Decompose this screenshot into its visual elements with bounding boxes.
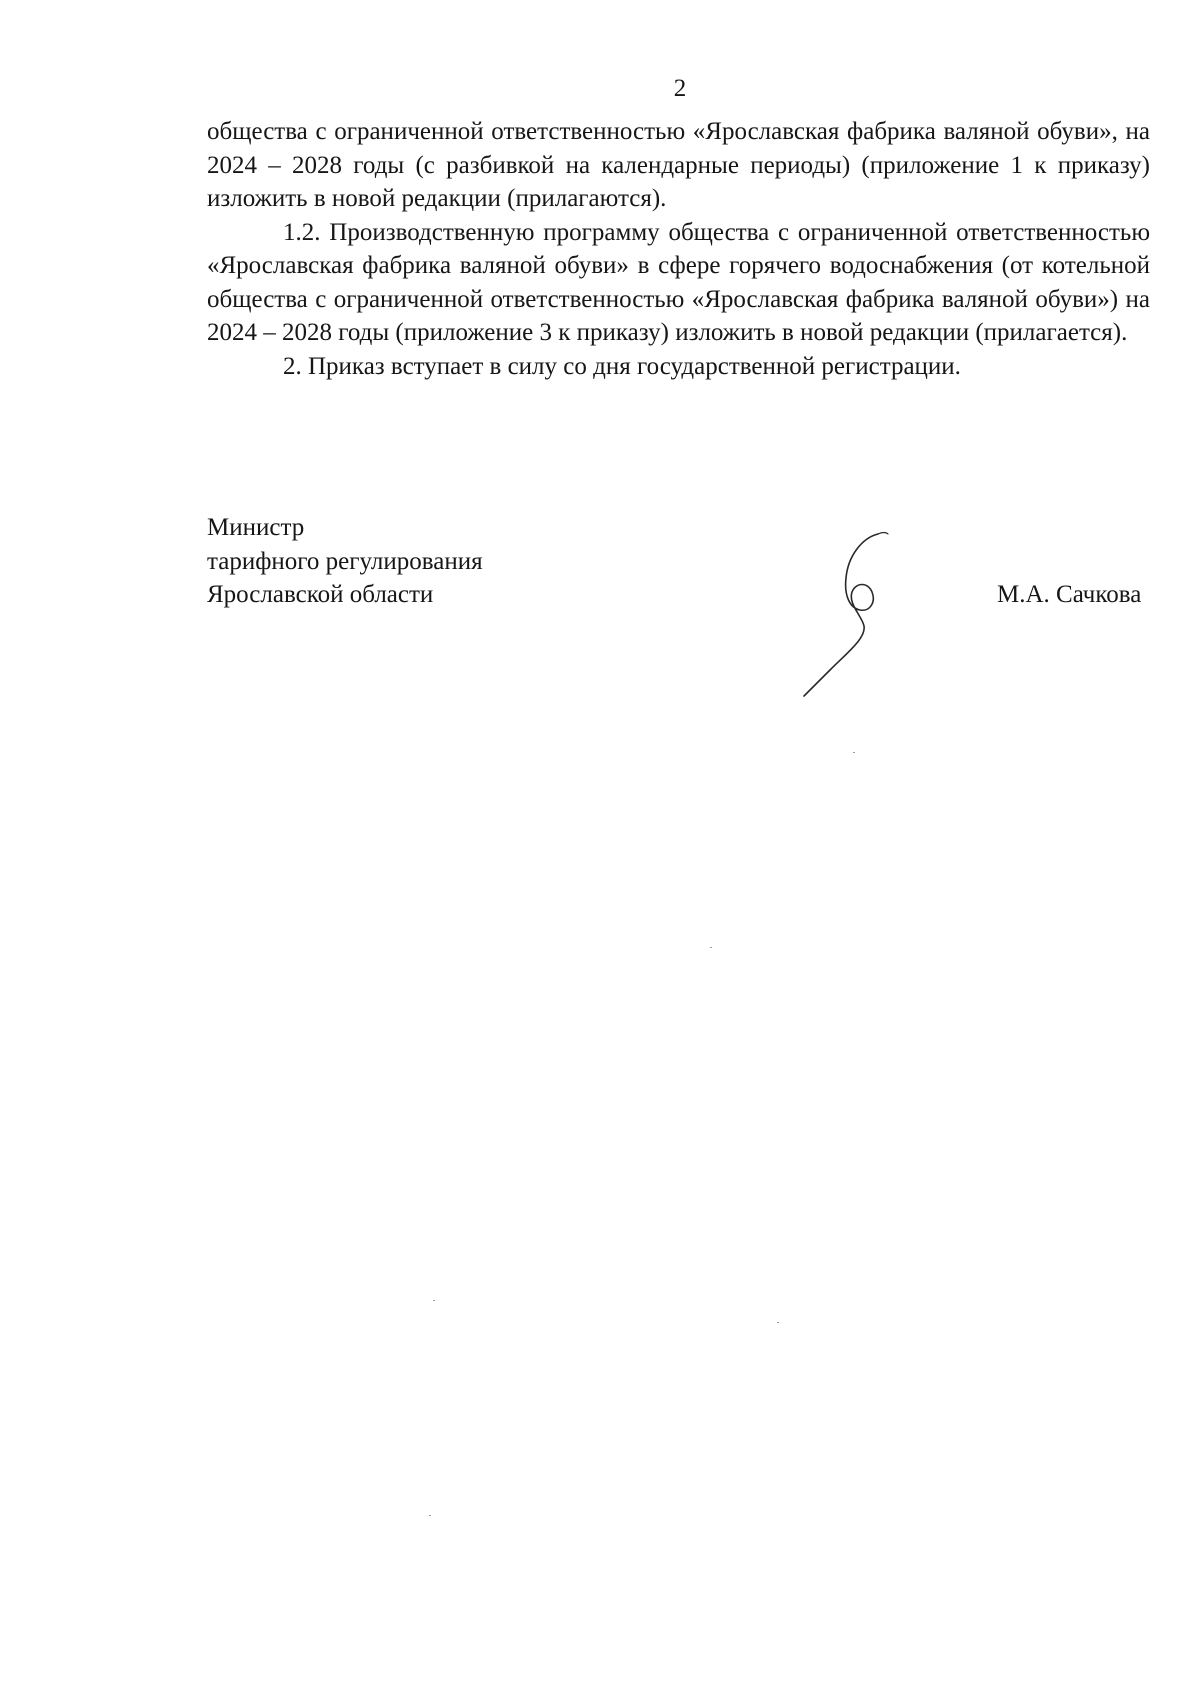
scan-speck bbox=[429, 1515, 431, 1516]
scan-speck bbox=[433, 1300, 435, 1301]
paragraph-item-1-2: 1.2. Производственную программу общества с ограниченной ответственностью «Ярославская фабрика валяной обуви» в сфере горячего водоснабжения (от котельной общества с ограниченной ответственностью «Ярославская фабрика валяной обуви») на 2024 – 2028 годы (приложение 3 к приказу) изложить в новой редакции (прилагается). bbox=[207, 218, 1150, 346]
paragraph-continuation: общества с ограниченной ответственностью «Ярославская фабрика валяной обуви», на 2024 – 2028 годы (с разбивкой на календарные периоды) (приложение 1 к приказу) изложить в новой редакции (прилагаются). bbox=[207, 118, 1150, 212]
scan-speck bbox=[853, 752, 855, 753]
page-number: 2 bbox=[673, 75, 687, 102]
handwritten-signature bbox=[790, 520, 910, 700]
signatory-position-line: тарифного регулирования bbox=[207, 547, 483, 575]
document-body bbox=[207, 115, 1150, 383]
signatory-name: М.А. Сачкова bbox=[997, 581, 1142, 608]
paragraph-item-2: 2. Приказ вступает в силу со дня государственной регистрации. bbox=[283, 352, 961, 380]
scan-speck bbox=[777, 1322, 779, 1323]
scan-speck bbox=[710, 947, 712, 948]
signatory-position-line: Ярославской области bbox=[207, 581, 434, 608]
signatory-position bbox=[207, 511, 483, 612]
signatory-position-line: Министр bbox=[207, 514, 305, 541]
